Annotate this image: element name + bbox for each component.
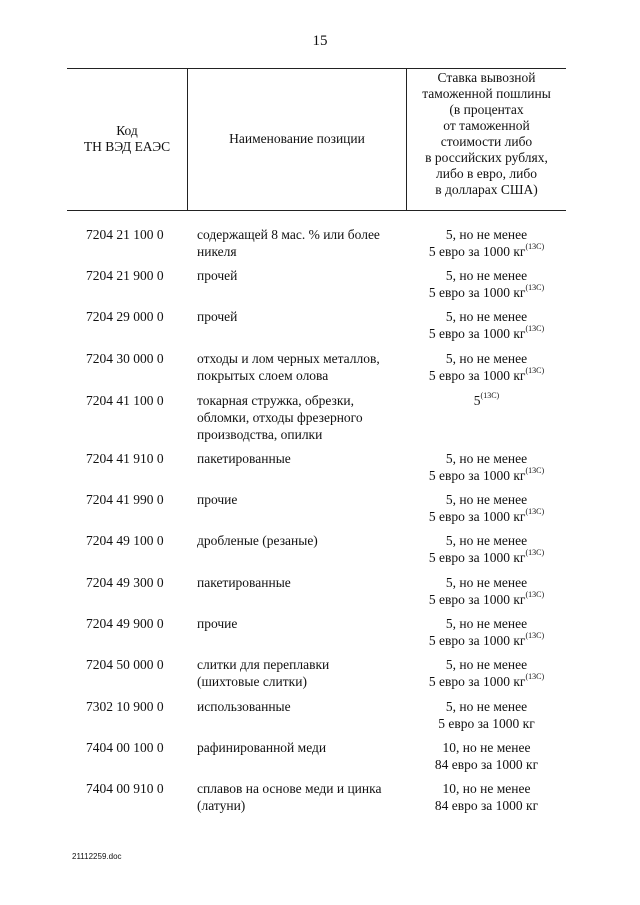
rate-line-2	[407, 591, 566, 608]
rate-text: 5, но не менее	[445, 351, 528, 366]
row-rate	[407, 267, 566, 301]
rate-line-1	[407, 392, 566, 409]
rate-text: 5 евро за 1000 кг	[428, 509, 526, 524]
row-rate	[407, 574, 566, 608]
rate-text: 5 евро за 1000 кг	[428, 592, 526, 607]
rate-text: 5	[473, 393, 481, 408]
row-name: дробленые (резаные)	[197, 533, 318, 548]
footnote-ref: (13С)	[525, 507, 545, 516]
rate-line-1	[407, 739, 566, 756]
row-rate	[407, 532, 566, 566]
row-name: прочие	[197, 616, 238, 631]
rate-line-2	[407, 673, 566, 690]
header-code: Код ТН ВЭД ЕАЭС	[83, 123, 171, 154]
row-code: 7404 00 910 0	[86, 781, 164, 796]
row-name: пакетированные	[197, 451, 291, 466]
row-code: 7204 50 000 0	[86, 657, 164, 672]
rate-line-1	[407, 350, 566, 367]
rate-text: 5, но не менее	[445, 268, 528, 283]
rate-line-1	[407, 780, 566, 797]
rate-line-2	[407, 632, 566, 649]
row-name: использованные	[197, 699, 291, 714]
row-code: 7204 41 990 0	[86, 492, 164, 507]
row-rate	[407, 308, 566, 342]
rate-text: 5, но не менее	[445, 492, 528, 507]
row-name: слитки для переплавки (шихтовые слитки)	[197, 657, 330, 689]
footnote-ref: (13С)	[480, 391, 500, 400]
footnote-ref: (13С)	[525, 324, 545, 333]
row-rate	[407, 615, 566, 649]
header-rate: Ставка вывозной таможенной пошлины (в процентах от таможенной стоимости либо в российских рублях, либо в евро, либо в долларах США)	[422, 70, 551, 197]
rate-text: 5, но не менее	[445, 309, 528, 324]
row-rate	[407, 226, 566, 260]
row-name: пакетированные	[197, 575, 291, 590]
rate-text: 5, но не менее	[445, 616, 528, 631]
rate-line-1	[407, 656, 566, 673]
row-name: прочей	[197, 309, 238, 324]
rate-line-1	[407, 226, 566, 243]
rate-text: 5 евро за 1000 кг	[428, 368, 526, 383]
row-code: 7204 49 900 0	[86, 616, 164, 631]
rate-line-2	[407, 367, 566, 384]
footer-filename: 21112259.doc	[72, 852, 122, 861]
footnote-ref: (13С)	[525, 548, 545, 557]
rate-line-2	[407, 284, 566, 301]
rate-line-2	[407, 715, 566, 732]
row-code: 7204 29 000 0	[86, 309, 164, 324]
rate-line-1	[407, 615, 566, 632]
rate-line-2	[407, 243, 566, 260]
footnote-ref: (13С)	[525, 366, 545, 375]
row-name: сплавов на основе меди и цинка (латуни)	[197, 781, 382, 813]
row-rate	[407, 350, 566, 384]
row-rate	[407, 656, 566, 690]
rate-text: 5, но не менее	[445, 451, 528, 466]
row-code: 7204 49 300 0	[86, 575, 164, 590]
rate-line-1	[407, 698, 566, 715]
row-code: 7204 21 900 0	[86, 268, 164, 283]
rate-line-2	[407, 797, 566, 814]
rate-text: 10, но не менее	[442, 740, 531, 755]
footnote-ref: (13С)	[525, 242, 545, 251]
row-code: 7302 10 900 0	[86, 699, 164, 714]
rate-text: 5 евро за 1000 кг	[428, 326, 526, 341]
rate-line-2	[407, 325, 566, 342]
rate-text: 5 евро за 1000 кг	[438, 716, 535, 731]
rate-text: 5 евро за 1000 кг	[428, 244, 526, 259]
row-rate	[407, 698, 566, 732]
rate-text: 5 евро за 1000 кг	[428, 468, 526, 483]
row-code: 7204 49 100 0	[86, 533, 164, 548]
rate-text: 5, но не менее	[445, 657, 528, 672]
row-name: рафинированной меди	[197, 740, 327, 755]
rate-line-1	[407, 532, 566, 549]
footnote-ref: (13С)	[525, 590, 545, 599]
row-code: 7204 21 100 0	[86, 227, 164, 242]
row-code: 7204 41 100 0	[86, 393, 164, 408]
row-name: токарная стружка, обрезки, обломки, отходы фрезерного производства, опилки	[197, 393, 363, 442]
page-number: 15	[312, 33, 328, 49]
row-code: 7204 30 000 0	[86, 351, 164, 366]
row-rate	[407, 780, 566, 814]
rate-text: 10, но не менее	[442, 781, 531, 796]
row-rate	[407, 739, 566, 773]
row-rate	[407, 392, 566, 409]
footnote-ref: (13С)	[525, 466, 545, 475]
rate-text: 5, но не менее	[445, 699, 528, 714]
row-name: отходы и лом черных металлов, покрытых слоем олова	[197, 351, 380, 383]
rate-text: 5 евро за 1000 кг	[428, 633, 526, 648]
rate-text: 5, но не менее	[445, 533, 528, 548]
rate-text: 5 евро за 1000 кг	[428, 285, 526, 300]
rate-line-1	[407, 574, 566, 591]
rate-text: 5 евро за 1000 кг	[428, 674, 526, 689]
footnote-ref: (13С)	[525, 672, 545, 681]
row-name: содержащей 8 мас. % или более никеля	[197, 227, 380, 259]
rate-text: 5, но не менее	[445, 227, 528, 242]
rate-line-1	[407, 267, 566, 284]
row-rate	[407, 491, 566, 525]
row-rate	[407, 450, 566, 484]
rate-line-1	[407, 491, 566, 508]
rate-text: 84 евро за 1000 кг	[434, 757, 539, 772]
row-code: 7404 00 100 0	[86, 740, 164, 755]
rate-text: 5 евро за 1000 кг	[428, 550, 526, 565]
rate-line-2	[407, 549, 566, 566]
rate-text: 84 евро за 1000 кг	[434, 798, 539, 813]
rate-text: 5, но не менее	[445, 575, 528, 590]
footnote-ref: (13С)	[525, 283, 545, 292]
row-name: прочие	[197, 492, 238, 507]
header-name: Наименование позиции	[229, 131, 365, 146]
rate-line-2	[407, 756, 566, 773]
footnote-ref: (13С)	[525, 631, 545, 640]
rate-line-2	[407, 508, 566, 525]
row-code: 7204 41 910 0	[86, 451, 164, 466]
rate-line-1	[407, 450, 566, 467]
row-name: прочей	[197, 268, 238, 283]
rate-line-1	[407, 308, 566, 325]
rate-line-2	[407, 467, 566, 484]
